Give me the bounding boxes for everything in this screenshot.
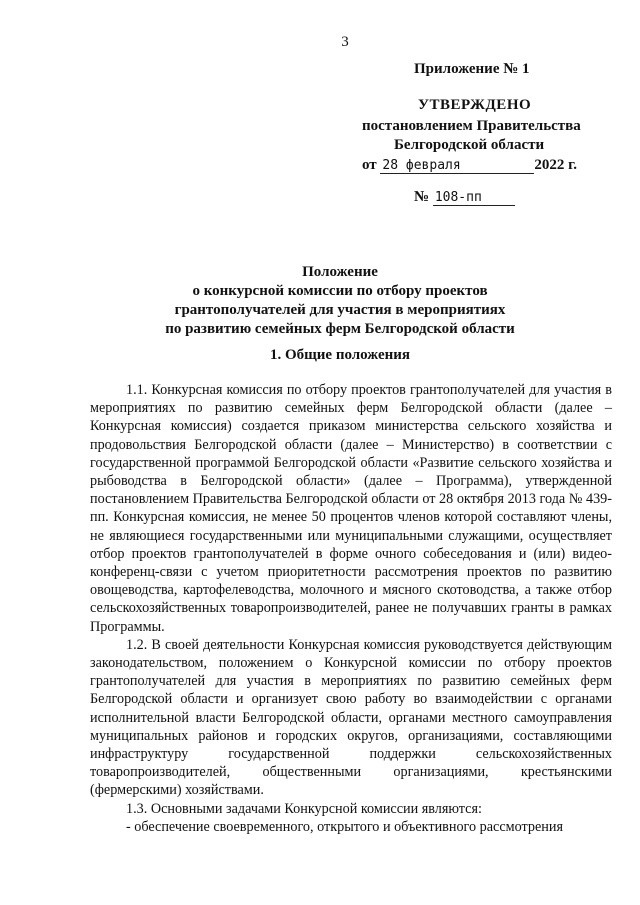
paragraph-1-1: 1.1. Конкурсная комиссия по отбору проектов грантополучателей для участия в мероприятиях по развитию семейных ферм Белгородской области (далее – Конкурсная комиссия) создается приказом министерства сельского хозяйства и продовольствия Белгородской области (далее – Министерство) в соответствии с государственной программой Белгородской области «Развитие сельского хозяйства и рыбоводства в Белгородской области» (далее – Программа), утвержденной постановлением Правительства Белгородской области от 28 октября 2013 года № 439-пп. Конкурсная комиссия, не менее 50 процентов членов которой составляют члены, не являющиеся государственными или муниципальными служащими, осуществляет отбор проектов грантополучателей в форме очного собеседования и (или) видео-конференц-связи с учетом приоритетности рассмотрения проектов по развитию овощеводства, картофелеводства, молочного и мясного скотоводства, а также отбор сельскохозяйственных товаропроизводителей, ранее не получавших гранты в рамках Программы. [90,382,612,635]
document-title [110,263,570,339]
number-row [414,188,515,207]
paragraph-1-2: 1.2. В своей деятельности Конкурсная комиссия руководствуется действующим законодательством, положением о Конкурсной комиссии по отбору проектов грантополучателей для участия в мероприятиях по развитию семейных ферм Белгородской области и организует свою работу во взаимодействии с органами исполнительной власти Белгородской области, органами местного самоуправления муниципальных районов и городских округов, организациями, составляющими инфраструктуру государственной поддержки сельскохозяйственных товаропроизводителей, общественными организациями, крестьянскими (фермерскими) хозяйствами. [90,636,612,799]
body-text [90,381,612,836]
date-row [362,156,577,175]
approved-label: УТВЕРЖДЕНО [418,97,532,113]
title-line-3: грантополучателей для участия в мероприятиях [174,302,506,318]
number-prefix: № [414,189,430,205]
title-line-1: Положение [302,264,378,280]
decree-line: постановлением Правительства [362,118,581,134]
region-line: Белгородской области [394,137,545,153]
number-value: 108-пп [433,190,515,206]
date-year: 2022 г. [534,157,578,173]
date-prefix: от [362,157,377,173]
page-number: 3 [341,34,349,50]
appendix-label: Приложение № 1 [414,61,530,77]
section-heading: 1. Общие положения [269,347,411,363]
title-line-4: по развитию семейных ферм Белгородской области [165,321,515,337]
paragraph-1-3: 1.3. Основными задачами Конкурсной комиссии являются: [126,800,482,817]
paragraph-list-item: - обеспечение своевременного, открытого и объективного рассмотрения [126,818,564,835]
date-value: 28 февраля [380,158,534,174]
title-line-2: о конкурсной комиссии по отбору проектов [192,283,488,299]
